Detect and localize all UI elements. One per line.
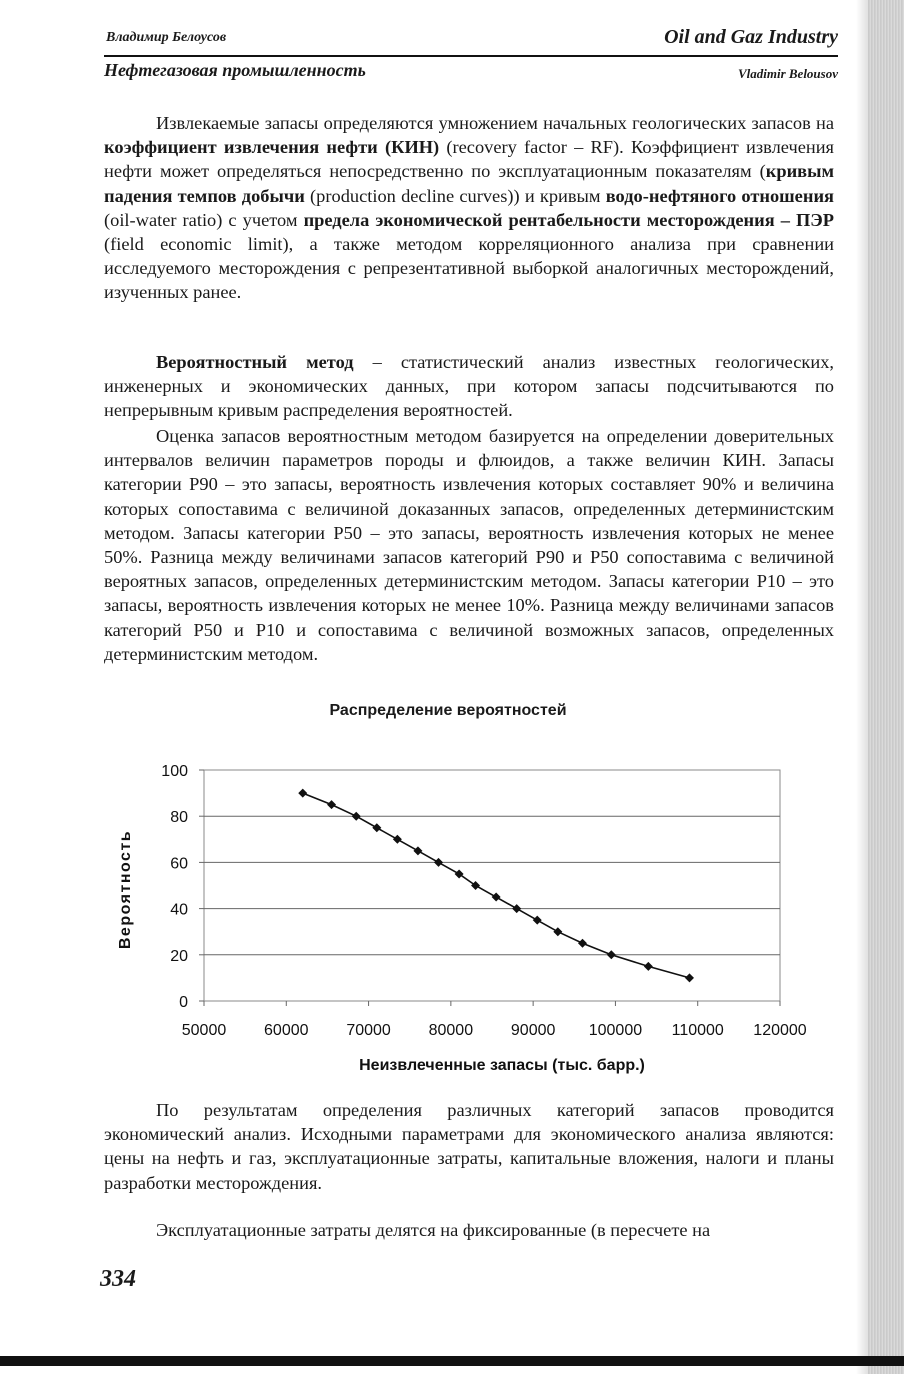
data-point-marker — [434, 858, 443, 867]
page-bottom-bar — [0, 1356, 904, 1366]
page-edge-gradient — [856, 0, 868, 1374]
paragraph-recoverable-reserves: Извлекаемые запасы определяются умножением начальных геологических запасов на коэффициент извлечения нефти (КИН) (recovery factor – RF). Коэффициент извлечения нефти может определяться непосредственно по эксплуатационным показателям (кривым падения темпов добычи (production decline curves)) и кривым водо-нефтяного отношения (oil-water ratio) с учетом предела экономической рентабельности месторождения – ПЭР (field economic limit), а также методом корреляционного анализа при сравнении исследуемого месторождения с репрезентативной выборкой аналогичных месторождений, изученных ранее. — [104, 113, 835, 303]
plot-frame — [204, 770, 780, 1001]
page-number: 334 — [100, 1266, 136, 1292]
x-tick-label: 50000 — [181, 1022, 227, 1039]
header-rule — [104, 55, 838, 57]
header-journal-title: Oil and Gaz Industry — [664, 26, 838, 48]
x-tick-label: 80000 — [428, 1022, 474, 1039]
data-point-marker — [607, 950, 616, 959]
data-point-marker — [352, 812, 361, 821]
data-point-marker — [533, 916, 542, 925]
data-point-marker — [372, 823, 381, 832]
paragraph-economic-analysis: По результатам определения различных категорий запасов проводится экономический анализ. Исходными параметрами для экономического анализа являются: цены на нефть и газ, эксплуатационные затраты, капитальные вложения, налоги и планы разработки месторождения. — [104, 1100, 834, 1193]
x-tick-label: 110000 — [671, 1022, 724, 1039]
paragraph-probabilistic-estimate: Оценка запасов вероятностным методом базируется на определении доверительных интервалов величин параметров породы и флюидов, а также величин КИН. Запасы категории Р90 – это запасы, вероятность извлечения которых составляет 90% и величина которых сопоставима с величиной доказанных запасов, определенных детерминистским методом. Запасы категории Р50 – это запасы, вероятность извлечения которых не менее 50%. Разница между величинами запасов категорий Р90 и Р50 сопоставима с величиной вероятных запасов, определенных детерминистским методом. Запасы категории Р10 – это запасы, вероятность извлечения которых не менее 10%. Разница между величинами запасов категорий Р50 и Р10 и сопоставима с величиной возможных запасов, определенных детерминистским методом. — [104, 426, 834, 664]
data-point-marker — [553, 927, 562, 936]
probability-distribution-chart — [100, 700, 820, 1080]
data-point-marker — [413, 846, 422, 855]
y-tick-label: 20 — [170, 947, 188, 965]
data-point-marker — [327, 800, 336, 809]
chart-title: Распределение вероятностей — [329, 702, 567, 719]
data-point-marker — [644, 962, 653, 971]
paragraph-probabilistic-method: Вероятностный метод – статистический анализ известных геологических, инженерных и экономических данных, при котором запасы подсчитываются по непрерывным кривым распределения вероятностей. — [104, 352, 835, 421]
y-tick-label: 80 — [170, 809, 188, 827]
header-section-ru: Нефтегазовая промышленность — [104, 60, 366, 80]
x-tick-label: 70000 — [346, 1022, 391, 1039]
page-edge-shadow — [868, 0, 904, 1374]
y-axis-label: Вероятность — [117, 829, 134, 950]
series-line — [303, 793, 690, 978]
data-point-marker — [685, 973, 694, 982]
data-point-marker — [492, 893, 501, 902]
data-point-marker — [298, 789, 307, 798]
y-tick-label: 40 — [170, 901, 188, 919]
data-point-marker — [578, 939, 587, 948]
x-tick-label: 100000 — [588, 1022, 643, 1039]
data-point-marker — [393, 835, 402, 844]
x-tick-label: 60000 — [264, 1022, 309, 1039]
y-tick-label: 100 — [161, 763, 188, 780]
x-tick-label: 90000 — [510, 1022, 556, 1039]
y-tick-label: 0 — [179, 994, 188, 1011]
header-author-ru: Владимир Белоусов — [106, 30, 227, 45]
x-tick-label: 120000 — [753, 1022, 807, 1039]
data-point-marker — [512, 904, 521, 913]
x-axis-label: Неизвлеченные запасы (тыс. барр.) — [359, 1057, 645, 1074]
header-author-en: Vladimir Belousov — [737, 66, 838, 81]
paragraph-operating-costs: Эксплуатационные затраты делятся на фиксированные (в пересчете на — [156, 1220, 711, 1240]
chart-plot — [100, 700, 820, 1080]
y-tick-label: 60 — [170, 855, 188, 873]
